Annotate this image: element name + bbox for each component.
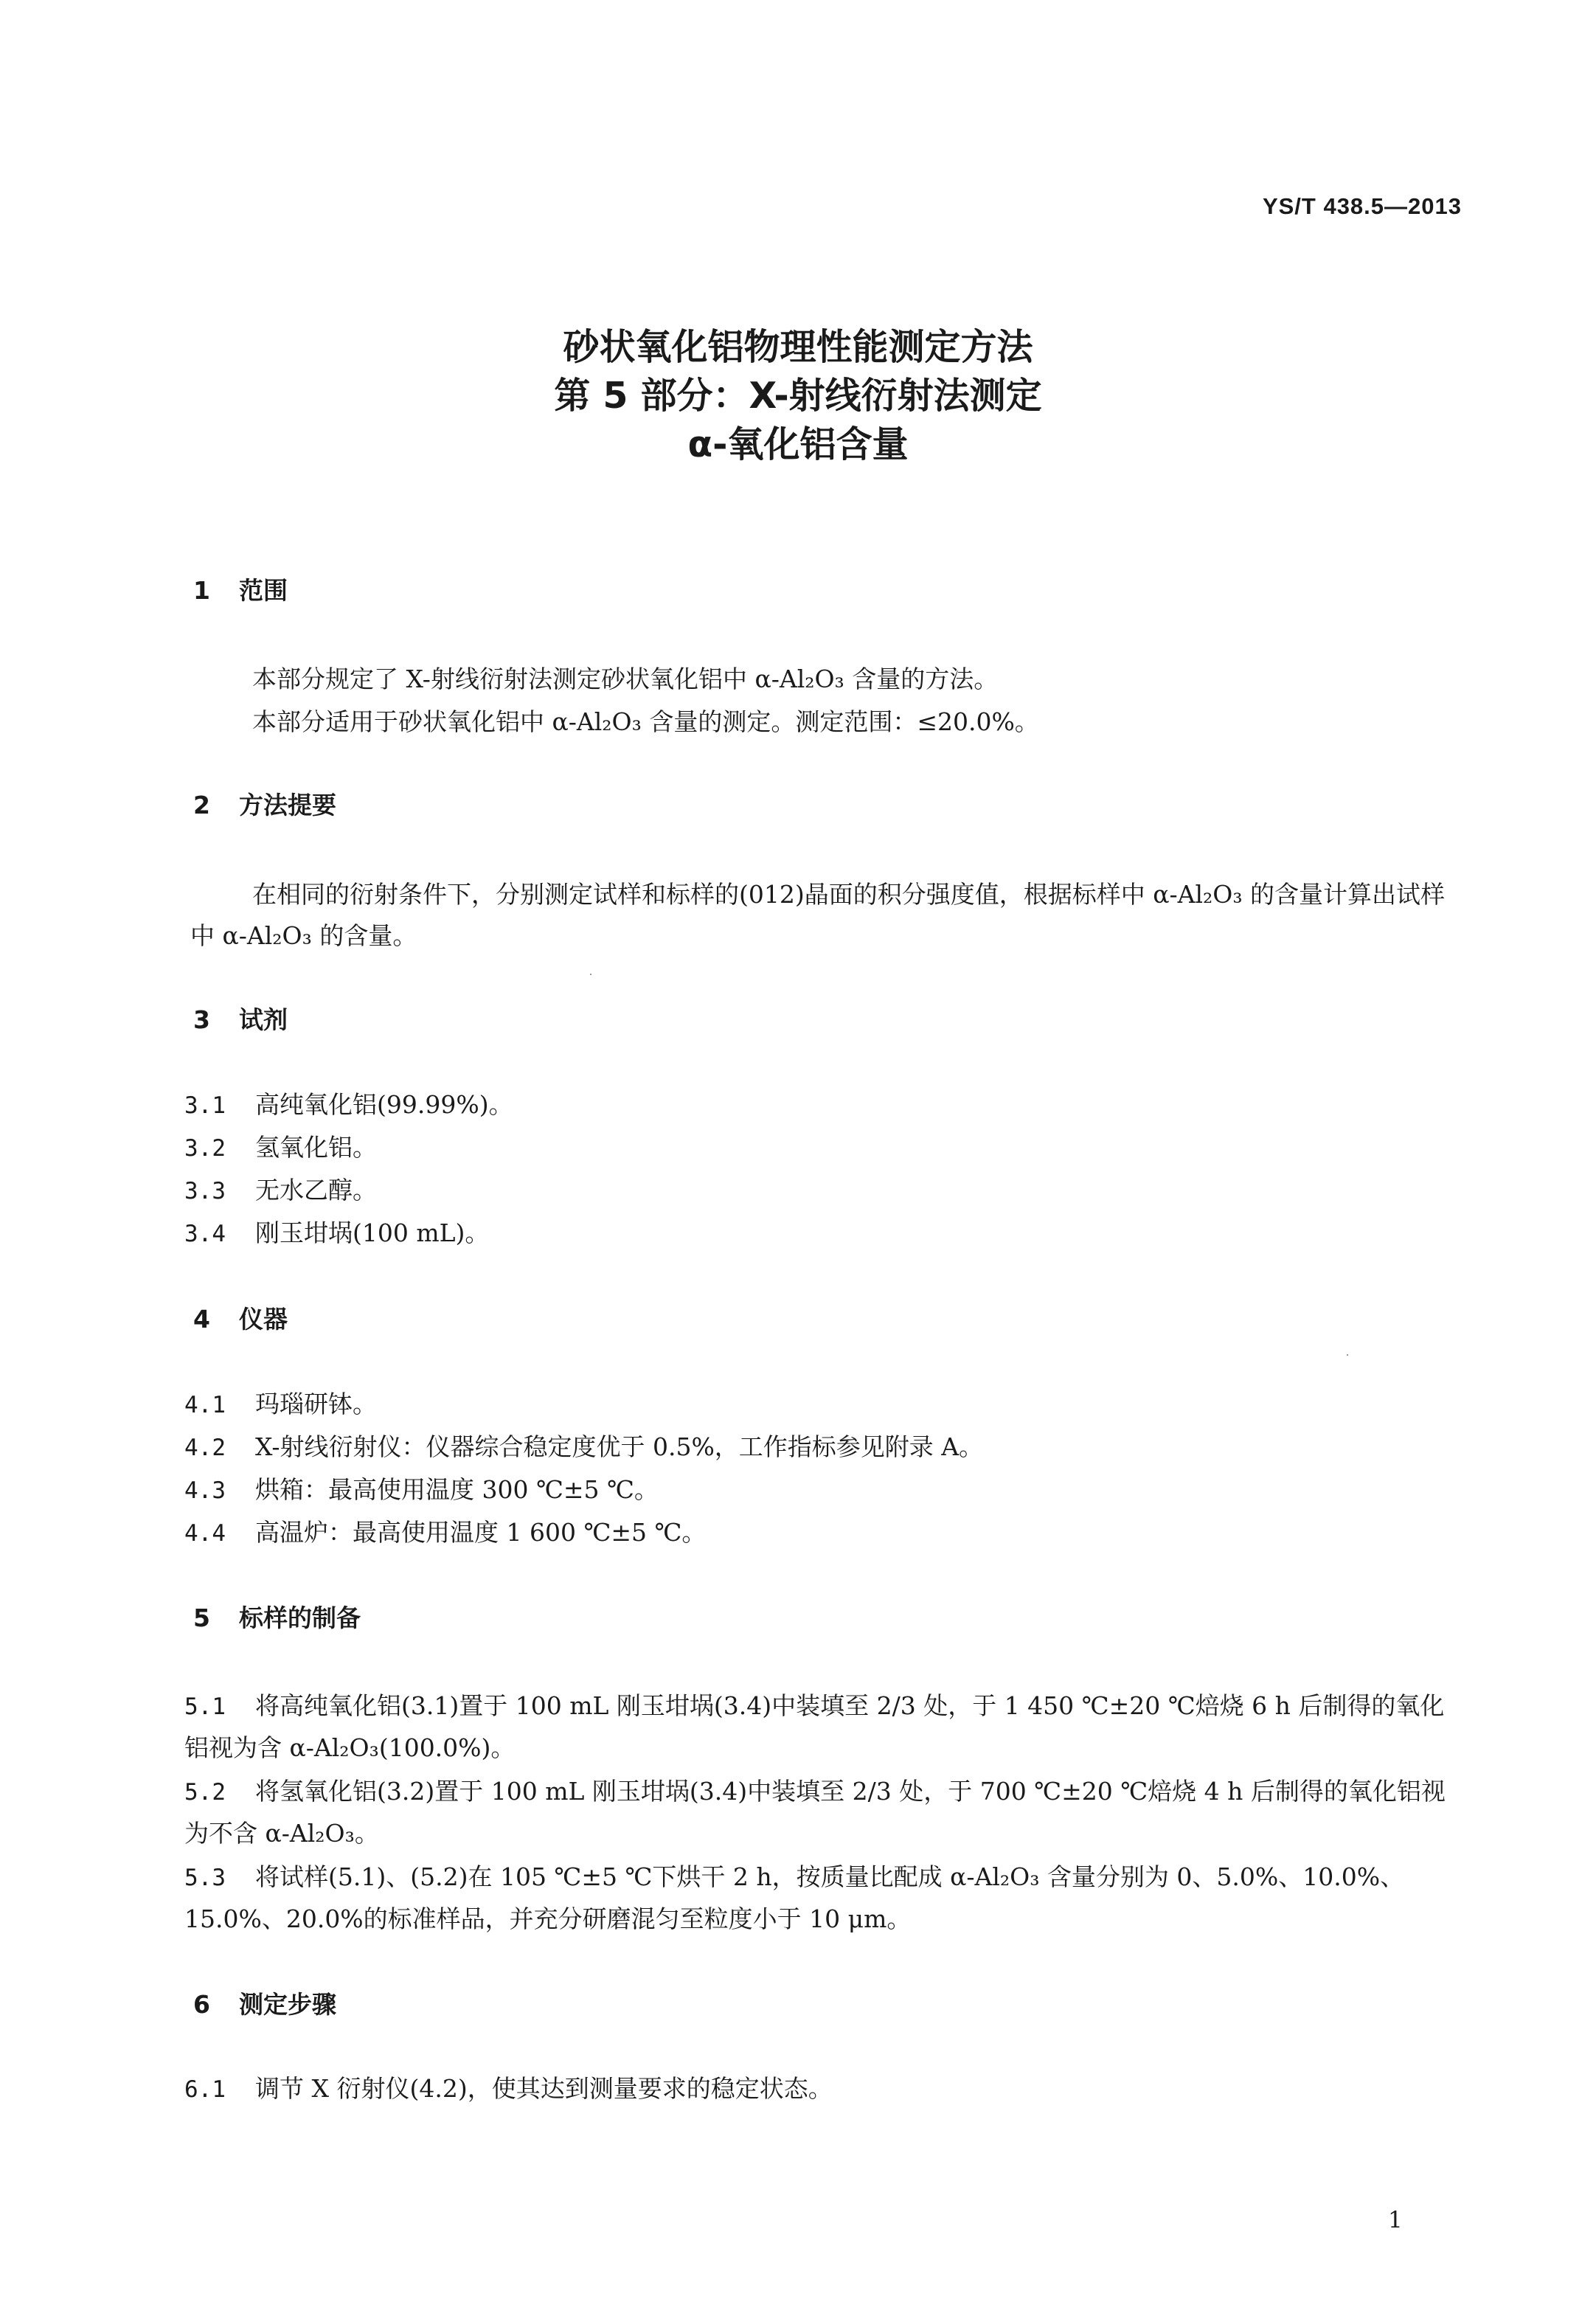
list-item	[184, 1771, 1460, 1854]
item-text: 玛瑙研钵。	[255, 1390, 377, 1418]
list-item	[184, 1213, 1460, 1255]
item-number: 3.2	[184, 1135, 226, 1162]
scan-speck	[590, 974, 591, 975]
section-heading-3	[193, 1001, 288, 1036]
item-number: 4.2	[184, 1435, 226, 1461]
item-text: 氢氧化铝。	[255, 1133, 377, 1162]
list-item	[184, 1469, 1460, 1511]
section-title: 方法提要	[239, 791, 336, 819]
section-heading-1	[193, 572, 288, 606]
item-text: X-射线衍射仪：仪器综合稳定度优于 0.5%，工作指标参见附录 A。	[255, 1432, 984, 1461]
item-text: 高纯氧化铝(99.99%)。	[255, 1090, 513, 1119]
section-number: 5	[193, 1604, 210, 1632]
item-text: 刚玉坩埚(100 mL)。	[255, 1218, 490, 1247]
list-item	[184, 1127, 1460, 1169]
section-number: 2	[193, 791, 210, 819]
section-title: 测定步骤	[239, 1990, 336, 2019]
title-line-1: 砂状氧化铝物理性能测定方法	[563, 326, 1033, 368]
item-text: 将试样(5.1)、(5.2)在 105 ℃±5 ℃下烘干 2 h，按质量比配成 α-Al₂O₃ 含量分别为 0、5.0%、10.0%、15.0%、20.0%的标准样品，并充分研磨混匀至粒度小于 10 μm。	[184, 1862, 1405, 1933]
section-number: 3	[193, 1005, 210, 1034]
item-number: 4.3	[184, 1477, 226, 1504]
item-text: 将氢氧化铝(3.2)置于 100 mL 刚玉坩埚(3.4)中装填至 2/3 处，于 700 ℃±20 ℃焙烧 4 h 后制得的氧化铝视为不含 α-Al₂O₃。	[184, 1777, 1446, 1848]
title-line-2: 第 5 部分：X-射线衍射法测定	[554, 375, 1042, 417]
section-heading-5	[193, 1599, 361, 1634]
item-text: 烘箱：最高使用温度 300 ℃±5 ℃。	[255, 1475, 659, 1504]
list-item	[184, 1170, 1460, 1212]
list-item	[184, 1426, 1460, 1469]
document-code: YS/T 438.5—2013	[1262, 193, 1462, 219]
item-number: 4.4	[184, 1520, 226, 1547]
item-text: 调节 X 衍射仪(4.2)，使其达到测量要求的稳定状态。	[255, 2074, 833, 2103]
title-line-3: α-氧化铝含量	[687, 423, 909, 465]
item-text: 将高纯氧化铝(3.1)置于 100 mL 刚玉坩埚(3.4)中装填至 2/3 处，于 1 450 ℃±20 ℃焙烧 6 h 后制得的氧化铝视为含 α-Al₂O₃(100.0%)。	[184, 1691, 1445, 1762]
page-number: 1	[1388, 2207, 1403, 2233]
section-number: 6	[193, 1990, 210, 2019]
paragraph: 本部分规定了 X-射线衍射法测定砂状氧化铝中 α-Al₂O₃ 含量的方法。	[252, 665, 999, 693]
item-number: 6.1	[184, 2076, 226, 2103]
list-item	[184, 1685, 1460, 1769]
item-number: 4.1	[184, 1392, 226, 1418]
section-title: 范围	[239, 576, 288, 605]
list-item	[184, 1084, 1460, 1126]
section-number: 1	[193, 576, 210, 605]
section-title: 仪器	[239, 1305, 288, 1334]
list-item	[184, 2068, 1460, 2110]
scan-speck	[1347, 1354, 1348, 1356]
item-number: 5.3	[184, 1865, 226, 1891]
section-heading-4	[193, 1300, 288, 1335]
item-text: 无水乙醇。	[255, 1176, 377, 1204]
section-title: 试剂	[239, 1005, 288, 1034]
paragraph: 在相同的衍射条件下，分别测定试样和标样的(012)晶面的积分强度值，根据标样中 α-Al₂O₃ 的含量计算出试样中 α-Al₂O₃ 的含量。	[190, 880, 1446, 950]
item-number: 5.1	[184, 1693, 226, 1720]
document-title	[0, 323, 1596, 469]
item-number: 3.4	[184, 1221, 226, 1247]
list-item	[184, 1512, 1460, 1554]
item-text: 高温炉：最高使用温度 1 600 ℃±5 ℃。	[255, 1518, 707, 1547]
paragraph: 本部分适用于砂状氧化铝中 α-Al₂O₃ 含量的测定。测定范围：≤20.0%。	[252, 707, 1039, 736]
section-number: 4	[193, 1305, 210, 1334]
item-number: 3.1	[184, 1092, 226, 1119]
list-item	[184, 1856, 1460, 1940]
item-number: 3.3	[184, 1178, 226, 1204]
section-title: 标样的制备	[239, 1604, 361, 1632]
item-number: 5.2	[184, 1779, 226, 1806]
list-item	[184, 1384, 1460, 1426]
section-heading-2	[193, 786, 336, 821]
section-heading-6	[193, 1986, 336, 2020]
